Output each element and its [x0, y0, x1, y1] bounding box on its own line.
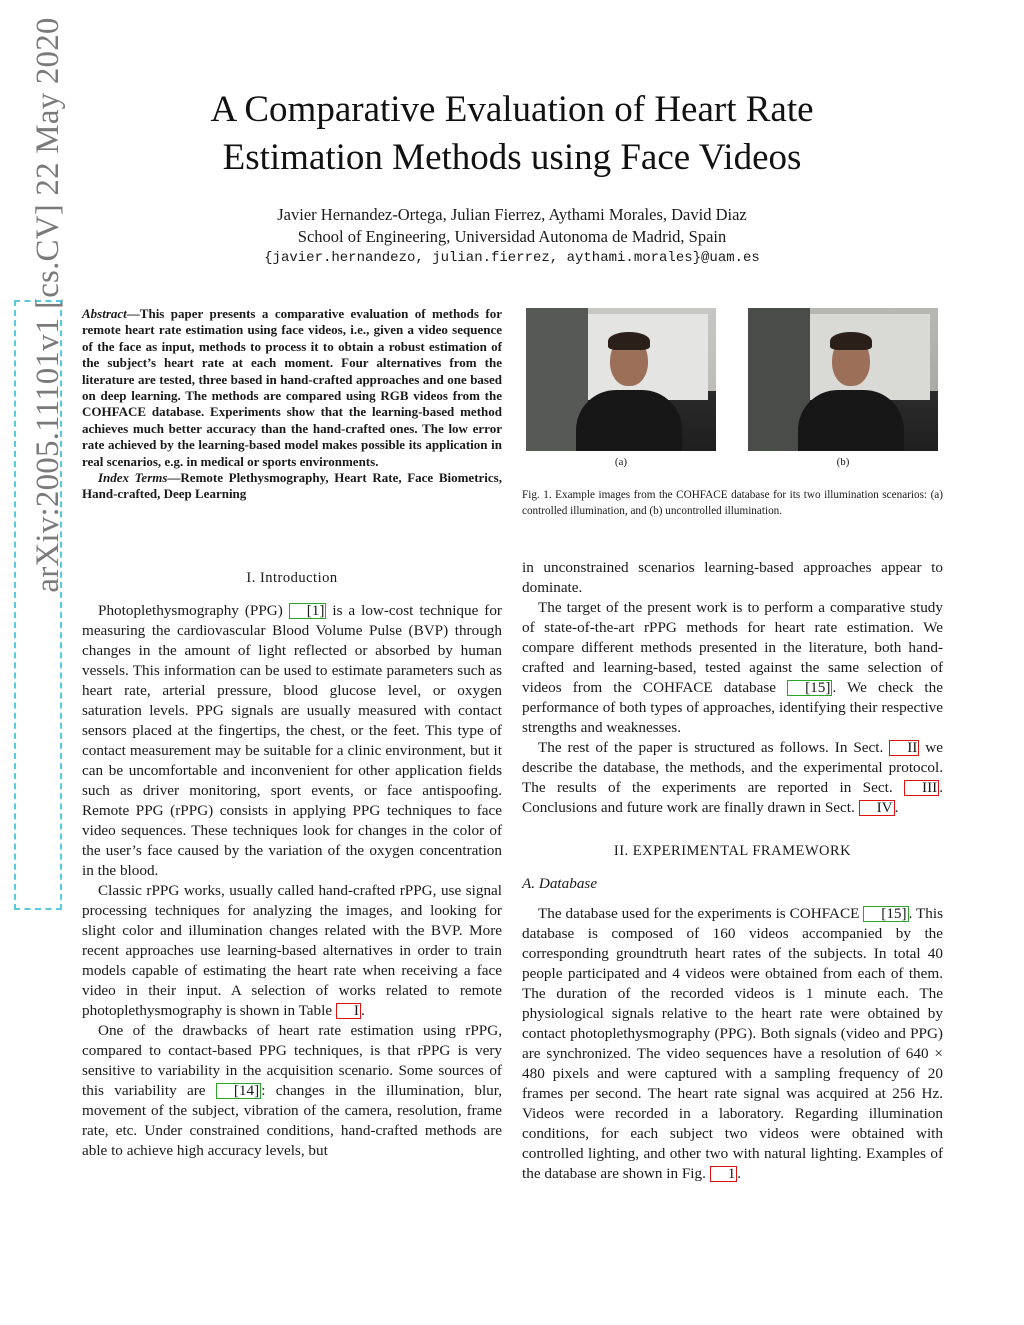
- abstract-label: Abstract: [82, 306, 127, 321]
- author-affiliation: School of Engineering, Universidad Autonoma de Madrid, Spain: [297, 227, 727, 246]
- intro-paragraph-3: One of the drawbacks of heart rate estimation using rPPG, compared to contact-based PPG techniques, is that rPPG is very sensitive to variability in the acquisition scenario. Some sources of this variability are [14] : changes in the illumination, blur, movement of the subject, vibration of the camera, resolution, frame rate, etc. Under constrained conditions, hand-crafted methods are able to achieve high accuracy levels, but: [82, 1022, 502, 1159]
- figure-image-uncontrolled-illumination: [748, 308, 938, 451]
- database-paragraph: The database used for the experiments is COHFACE [15] . This database is composed of 160 videos accompanied by the corresponding groundtruth heart rates of the subjects. In total 40 people participated and 4 videos were obtained from each of them. The duration of the recorded videos is 1 minute each. The physiological signals relative to the heart rate were obtained by contact photoplethysmography (PPG). Both signals (video and PPG) are synchronized. The video sequences have a resolution of 640 × 480 pixels and were captured with a sampling frequency of 20 frames per second. The heart rate signal was acquired at 256 Hz. Videos were recorded in a laboratory. Regarding illumination conditions, for each subject two videos were obtained with controlled lighting, and other two with natural lighting. Examples of the database are shown in Fig. 1 .: [522, 905, 943, 1182]
- introduction-body: [82, 601, 502, 1161]
- title-line-1: A Comparative Evaluation of Heart Rate: [210, 89, 814, 130]
- citation-link[interactable]: [14]: [216, 1083, 261, 1099]
- target-paragraph: The target of the present work is to perform a comparative study of state-of-the-art rPPG methods for heart rate estimation. We compare different methods presented in the literature, both hand-crafted and learning-based, tested against the same selection of videos from the COHFACE database [15] . We check the performance of both types of approaches, identifying their respective strengths and weaknesses.: [522, 599, 943, 736]
- index-terms-text: —Remote Plethysmography, Heart Rate, Face Biometrics, Hand-crafted, Deep Learning: [82, 470, 502, 502]
- right-column-body: [522, 558, 943, 818]
- arxiv-identifier: arXiv:2005.11101v1 [cs.CV] 22 May 2020: [30, 17, 66, 593]
- database-body: [522, 904, 943, 1184]
- continued-paragraph: in unconstrained scenarios learning-based approaches appear to dominate.: [522, 559, 943, 596]
- index-terms-label: Index Terms: [98, 470, 168, 486]
- intro-paragraph-2: Classic rPPG works, usually called hand-crafted rPPG, use signal processing techniques for analyzing the images, and looking for slight color and illumination changes related with the BVP. More recent approaches use learning-based alternatives in order to train models capable of estimating the heart rate when receiving a face video in their input. A selection of works related to remote photoplethysmography is shown in Table I .: [82, 882, 502, 1019]
- citation-link[interactable]: [15]: [787, 680, 832, 696]
- paper-title: [120, 86, 904, 182]
- citation-link[interactable]: [1]: [289, 603, 327, 619]
- title-line-2: Estimation Methods using Face Videos: [222, 137, 802, 178]
- structure-paragraph: The rest of the paper is structured as follows. In Sect. II we describe the database, the methods, and the experimental protocol. The results of the experiments are reported in Sect. III . Conclusions and future work are finally drawn in Sect. IV .: [522, 739, 944, 816]
- subfigure-label-b: (b): [836, 456, 850, 468]
- abstract: [82, 306, 502, 503]
- intro-paragraph-1: Photoplethysmography (PPG) [1] is a low-cost technique for measuring the cardiovascular Blood Volume Pulse (BVP) through changes in the amount of light reflected or absorbed by human vessels. This information can be used to estimate parameters such as heart rate, arterial pressure, blood glucose level, or oxygen saturation levels. PPG signals are usually measured with contact sensors placed at the fingertips, the chest, or the feet. This type of contact measurement may be suitable for a clinic environment, but it can be uncomfortable and inconvenient for other application fields such as driver monitoring, sport events, or face antispoofing. Remote PPG (rPPG) consists in applying PPG techniques to face video sequences. These techniques look for changes in the color of the user’s face caused by the variation of the oxygen concentration in the blood.: [82, 602, 502, 879]
- section-reference-link[interactable]: III: [904, 780, 939, 796]
- section-heading-introduction: I. Introduction: [246, 570, 338, 586]
- table-reference-link[interactable]: I: [336, 1003, 361, 1019]
- section-heading-experimental-framework: II. EXPERIMENTAL FRAMEWORK: [613, 843, 852, 859]
- abstract-text: —This paper presents a comparative evaluation of methods for remote heart rate estimation using face videos, i.e., given a video sequence of the face as input, methods to process it to obtain a robust estimation of the subject’s heart rate at each moment. Four alternatives from the literature are tested, three based in hand-crafted approaches and one based on deep learning. The methods are compared using RGB videos from the COHFACE database. Experiments show that the learning-based method achieves much better accuracy than the hand-crafted ones. The low error rate achieved by the learning-based model makes possible its application in real scenarios, e.g. in medical or sports environments.: [82, 306, 502, 469]
- author-block: [120, 204, 904, 248]
- figure-caption: Fig. 1. Example images from the COHFACE database for its two illumination scenarios: (a) controlled illumination, and (b) uncontrolled illumination.: [522, 489, 943, 517]
- subfigure-label-a: (a): [614, 456, 628, 468]
- author-names: Javier Hernandez-Ortega, Julian Fierrez, Aythami Morales, David Diaz: [277, 205, 747, 224]
- citation-link[interactable]: [15]: [863, 906, 908, 922]
- author-email: {javier.hernandezo, julian.fierrez, aythami.morales}@uam.es: [264, 250, 760, 266]
- subsection-heading-database: A. Database: [522, 875, 598, 892]
- figure-reference-link[interactable]: 1: [710, 1166, 738, 1182]
- section-reference-link[interactable]: II: [889, 740, 919, 756]
- figure-image-controlled-illumination: [526, 308, 716, 451]
- section-reference-link[interactable]: IV: [859, 800, 895, 816]
